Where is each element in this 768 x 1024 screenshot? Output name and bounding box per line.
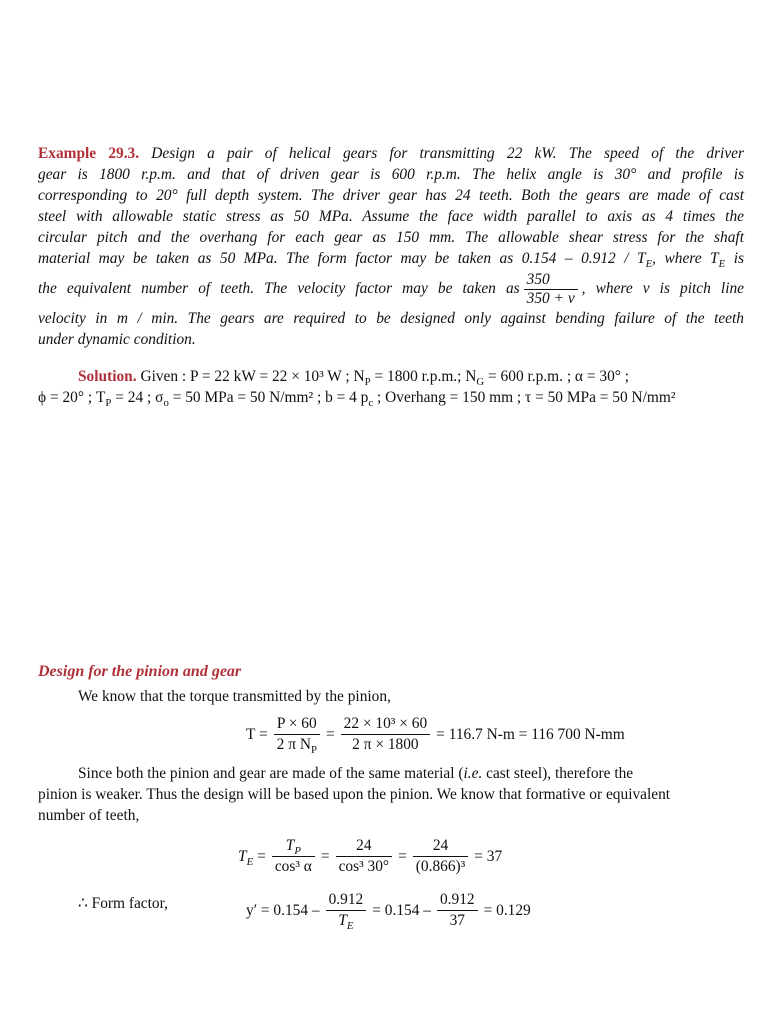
velocity-factor-fraction: $\frac{350}{350 + v}$ bbox=[524, 271, 578, 308]
solution-given bbox=[38, 366, 744, 408]
material-paragraph: Since both the pinion and gear are made of the same material (i.e. cast steel), therefore the pinion is weaker. Thus the design will be based upon the pinion. We know that formative or equivalent number of teeth, bbox=[38, 765, 671, 824]
example-line-4: steel with allowable static stress as 50 MPa. Assume the face width parallel to axis as 4 times the bbox=[38, 208, 744, 225]
torque-intro: We know that the torque transmitted by the pinion, bbox=[78, 688, 391, 705]
example-line-2: gear is 1800 r.p.m. and that of driven gear is 600 r.p.m. The helix angle is 30° and profile is bbox=[38, 166, 744, 183]
te-fraction-1: $\frac{T_P}{\text{cos³ α}}$ bbox=[272, 836, 315, 877]
example-line-1: Example 29.3. Design a pair of helical gears for transmitting 22 kW. The speed of the driver bbox=[38, 145, 744, 162]
solution-label: Solution. bbox=[78, 368, 137, 385]
example-problem bbox=[38, 143, 744, 350]
example-line-7: the equivalent number of teeth. The velocity factor may be taken as $\frac{350}{350 + v}$ , where v is pitch line bbox=[38, 271, 745, 307]
torque-fraction-2: $\frac{\text{22 × 10³ × 60}}{2 \pi \times 1800}$ bbox=[341, 714, 431, 755]
ff-fraction-2: $\frac{0.912}{37}$ bbox=[437, 890, 478, 931]
te-fraction-3: $\frac{24}{\text{(0.866)³}}$ bbox=[413, 836, 469, 877]
equivalent-teeth-equation: $T_E$ = $\frac{T_P}{\text{cos³ α}}$ = $\frac{24}{\text{cos³ 30°}}$ = $\frac{24}{\text{(0.866)³}}$ = 37 bbox=[238, 837, 503, 875]
example-label: Example 29.3. bbox=[38, 145, 140, 162]
torque-equation: T = $\frac{P \times 60}{2 \pi N_P}$ = $\frac{\text{22 × 10³ × 60}}{2 \pi \times 1800}$ = 116.7 N-m = 116 700 N-mm bbox=[246, 715, 625, 757]
solution-line-1: Solution. Given : P = 22 kW = 22 × 10³ W ; $N_P = 1800$ r.p.m.; $N_G = 600$ r.p.m. ; α = 30° ; bbox=[78, 368, 630, 389]
te-fraction-2: $\frac{24}{\text{cos³ 30°}}$ bbox=[336, 836, 393, 877]
example-line-6: material may be taken as 50 MPa. The form factor may be taken as $0.154 - 0.912 / T_E$, where $T_E$ is bbox=[38, 250, 744, 271]
example-line-3: corresponding to 20° full depth system. The driver gear has 24 teeth. Both the gears are made of cast bbox=[38, 187, 744, 204]
form-factor-equation: y′ = 0.154 – $\frac{0.912}{T_E}$ = 0.154 – $\frac{0.912}{37}$ = 0.129 bbox=[246, 891, 531, 933]
example-line-5: circular pitch and the overhang for each gear as 150 mm. The allowable shear stress for the shaft bbox=[38, 229, 744, 246]
solution-line-2: ϕ = 20° ; $T_P = 24$ ; $\sigma_o = 50$ MPa = 50 N/mm² ; b = 4 $p_c$ ; Overhang = 150 mm ; τ = 50 MPa = 50 N/mm² bbox=[38, 389, 676, 410]
example-line-8: velocity in m / min. The gears are required to be designed only against bending failure of the teeth bbox=[38, 310, 744, 327]
form-factor-label: ∴ Form factor, bbox=[78, 895, 168, 912]
torque-fraction-1: $\frac{P \times 60}{2 \pi N_P}$ bbox=[274, 714, 320, 755]
section-title: Design for the pinion and gear bbox=[38, 663, 242, 680]
ff-fraction-1: $\frac{0.912}{T_E}$ bbox=[326, 890, 367, 931]
example-line-9: under dynamic condition. bbox=[38, 331, 196, 348]
